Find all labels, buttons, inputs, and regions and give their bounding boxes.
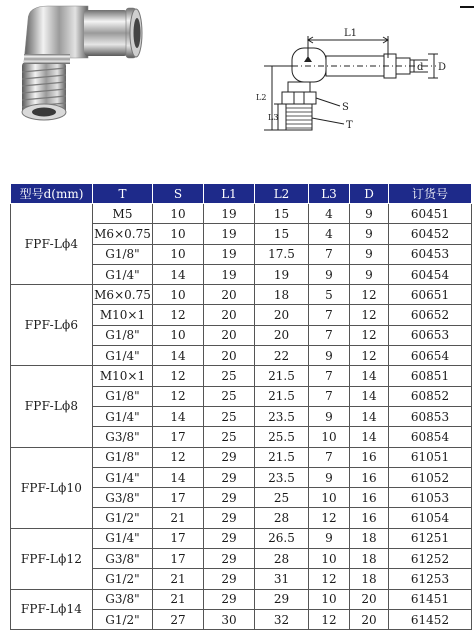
table-cell: G3/8" <box>93 549 153 569</box>
table-cell: 60652 <box>389 305 472 325</box>
table-cell: 19 <box>204 224 255 244</box>
table-cell: 27 <box>153 609 204 629</box>
table-cell: 60854 <box>389 427 472 447</box>
table-row <box>11 528 472 548</box>
table-cell: 16 <box>350 467 389 487</box>
table-cell: 12 <box>350 305 389 325</box>
table-cell: 7 <box>309 447 350 467</box>
corner-mark <box>460 0 474 8</box>
table-row <box>11 285 472 305</box>
table-cell: 21.5 <box>255 447 309 467</box>
table-cell: 10 <box>153 204 204 224</box>
table-cell: G1/8" <box>93 386 153 406</box>
table-cell: 7 <box>309 325 350 345</box>
table-cell: G1/8" <box>93 325 153 345</box>
elbow-body <box>24 6 88 64</box>
table-cell: 12 <box>309 508 350 528</box>
table-cell: 9 <box>309 264 350 284</box>
table-cell: 29 <box>204 528 255 548</box>
table-cell: G1/8" <box>93 447 153 467</box>
spec-table-body <box>11 204 472 630</box>
table-cell: 18 <box>350 569 389 589</box>
table-cell: 29 <box>204 467 255 487</box>
table-cell: 60654 <box>389 346 472 366</box>
table-cell: 12 <box>153 386 204 406</box>
table-cell: 5 <box>309 285 350 305</box>
table-cell: 14 <box>153 467 204 487</box>
table-cell: 7 <box>309 305 350 325</box>
table-cell: 16 <box>350 488 389 508</box>
table-cell: 12 <box>350 346 389 366</box>
column-header: 型号d(mm) <box>11 184 93 204</box>
product-photo <box>8 0 148 128</box>
table-cell: 9 <box>309 467 350 487</box>
table-cell: 10 <box>153 325 204 345</box>
table-cell: 29 <box>204 508 255 528</box>
table-cell: G1/4" <box>93 467 153 487</box>
table-cell: 16 <box>350 508 389 528</box>
table-cell: 29 <box>255 589 309 609</box>
table-cell: 60853 <box>389 406 472 426</box>
table-cell: G3/8" <box>93 589 153 609</box>
table-cell: G1/4" <box>93 528 153 548</box>
table-cell: 10 <box>153 224 204 244</box>
table-cell: 25 <box>204 427 255 447</box>
dimension-drawing <box>238 18 458 146</box>
table-cell: 29 <box>204 569 255 589</box>
table-cell: 9 <box>309 528 350 548</box>
table-cell: 61051 <box>389 447 472 467</box>
table-cell: 10 <box>153 285 204 305</box>
model-cell: FPF-Lϕ12 <box>11 528 93 589</box>
table-cell: 29 <box>204 549 255 569</box>
table-cell: 25 <box>204 366 255 386</box>
table-cell: 10 <box>309 549 350 569</box>
table-cell: 10 <box>309 427 350 447</box>
table-cell: 9 <box>309 406 350 426</box>
table-cell: 9 <box>350 224 389 244</box>
table-cell: 60451 <box>389 204 472 224</box>
spec-table-header <box>11 184 472 204</box>
table-cell: 60453 <box>389 244 472 264</box>
table-cell: 32 <box>255 609 309 629</box>
table-cell: 20 <box>204 325 255 345</box>
table-cell: 16 <box>350 447 389 467</box>
table-cell: 61253 <box>389 569 472 589</box>
table-cell: 19 <box>255 264 309 284</box>
table-cell: 61053 <box>389 488 472 508</box>
column-header: L1 <box>204 184 255 204</box>
table-cell: 61052 <box>389 467 472 487</box>
table-cell: 18 <box>350 528 389 548</box>
table-cell: 14 <box>153 406 204 426</box>
table-cell: G3/8" <box>93 427 153 447</box>
label-D: D <box>438 62 447 73</box>
table-row <box>11 447 472 467</box>
table-cell: G1/8" <box>93 244 153 264</box>
column-header: 订货号 <box>389 184 472 204</box>
label-L1: L1 <box>344 28 358 39</box>
table-cell: 7 <box>309 386 350 406</box>
table-cell: 29 <box>204 488 255 508</box>
column-header: S <box>153 184 204 204</box>
label-L2: L2 <box>256 93 267 102</box>
column-header: T <box>93 184 153 204</box>
table-cell: G1/2" <box>93 609 153 629</box>
model-cell: FPF-Lϕ4 <box>11 204 93 285</box>
table-cell: M5 <box>93 204 153 224</box>
label-T: T <box>346 120 353 131</box>
table-cell: 31 <box>255 569 309 589</box>
table-cell: 17 <box>153 427 204 447</box>
table-row <box>11 204 472 224</box>
table-cell: 21 <box>153 569 204 589</box>
table-cell: 61054 <box>389 508 472 528</box>
table-cell: 9 <box>350 264 389 284</box>
table-cell: 12 <box>309 569 350 589</box>
table-cell: 25.5 <box>255 427 309 447</box>
table-cell: 14 <box>350 427 389 447</box>
model-cell: FPF-Lϕ8 <box>11 366 93 447</box>
table-cell: 19 <box>204 244 255 264</box>
table-cell: 21.5 <box>255 386 309 406</box>
table-cell: 4 <box>309 224 350 244</box>
table-cell: 9 <box>350 204 389 224</box>
model-cell: FPF-Lϕ10 <box>11 447 93 528</box>
table-cell: 9 <box>350 244 389 264</box>
spec-table <box>10 183 472 630</box>
table-cell: G1/4" <box>93 264 153 284</box>
table-cell: 29 <box>204 589 255 609</box>
table-cell: 60653 <box>389 325 472 345</box>
column-header: L2 <box>255 184 309 204</box>
table-cell: 12 <box>350 325 389 345</box>
table-cell: 17 <box>153 549 204 569</box>
table-cell: 7 <box>309 244 350 264</box>
push-in-body <box>84 8 142 58</box>
table-cell: 14 <box>350 366 389 386</box>
table-cell: 25 <box>255 488 309 508</box>
table-cell: 60851 <box>389 366 472 386</box>
table-cell: 20 <box>204 346 255 366</box>
table-cell: 10 <box>153 244 204 264</box>
table-cell: 26.5 <box>255 528 309 548</box>
table-cell: 61451 <box>389 589 472 609</box>
table-cell: 19 <box>204 204 255 224</box>
label-L3: L3 <box>268 113 279 122</box>
table-cell: 7 <box>309 366 350 386</box>
column-header: L3 <box>309 184 350 204</box>
table-row <box>11 366 472 386</box>
table-cell: 12 <box>153 305 204 325</box>
table-cell: 28 <box>255 508 309 528</box>
table-cell: M10×1 <box>93 305 153 325</box>
table-cell: 19 <box>204 264 255 284</box>
table-cell: 20 <box>255 305 309 325</box>
label-d: d <box>417 62 424 73</box>
table-cell: G1/2" <box>93 569 153 589</box>
table-cell: 20 <box>350 589 389 609</box>
table-cell: 28 <box>255 549 309 569</box>
table-cell: 15 <box>255 224 309 244</box>
table-cell: 12 <box>309 609 350 629</box>
table-cell: 17 <box>153 528 204 548</box>
table-cell: 9 <box>309 346 350 366</box>
table-cell: 10 <box>309 589 350 609</box>
table-cell: 14 <box>153 346 204 366</box>
table-cell: 61251 <box>389 528 472 548</box>
table-cell: 18 <box>255 285 309 305</box>
table-cell: 30 <box>204 609 255 629</box>
table-cell: 60651 <box>389 285 472 305</box>
table-cell: 61452 <box>389 609 472 629</box>
table-cell: 20 <box>255 325 309 345</box>
table-cell: M10×1 <box>93 366 153 386</box>
table-cell: 14 <box>350 406 389 426</box>
table-cell: 12 <box>153 366 204 386</box>
table-cell: 18 <box>350 549 389 569</box>
table-cell: 60454 <box>389 264 472 284</box>
table-cell: 14 <box>153 264 204 284</box>
model-cell: FPF-Lϕ6 <box>11 285 93 366</box>
table-cell: 4 <box>309 204 350 224</box>
table-cell: 20 <box>204 285 255 305</box>
table-cell: M6×0.75 <box>93 224 153 244</box>
table-cell: 29 <box>204 447 255 467</box>
table-cell: M6×0.75 <box>93 285 153 305</box>
table-cell: 10 <box>309 488 350 508</box>
table-cell: 23.5 <box>255 467 309 487</box>
model-cell: FPF-Lϕ14 <box>11 589 93 630</box>
table-cell: 15 <box>255 204 309 224</box>
table-row <box>11 589 472 609</box>
table-cell: G1/4" <box>93 346 153 366</box>
table-cell: 21 <box>153 508 204 528</box>
table-cell: 60852 <box>389 386 472 406</box>
column-header: D <box>350 184 389 204</box>
table-cell: 22 <box>255 346 309 366</box>
table-cell: 25 <box>204 386 255 406</box>
table-cell: 14 <box>350 386 389 406</box>
table-cell: 23.5 <box>255 406 309 426</box>
table-cell: G1/4" <box>93 406 153 426</box>
table-cell: 20 <box>350 609 389 629</box>
table-cell: 17.5 <box>255 244 309 264</box>
table-cell: G3/8" <box>93 488 153 508</box>
table-cell: 12 <box>350 285 389 305</box>
table-cell: 20 <box>204 305 255 325</box>
label-S: S <box>342 102 349 113</box>
table-cell: 60452 <box>389 224 472 244</box>
thread-body <box>22 62 66 120</box>
table-cell: 21 <box>153 589 204 609</box>
table-cell: 12 <box>153 447 204 467</box>
table-cell: G1/2" <box>93 508 153 528</box>
table-cell: 61252 <box>389 549 472 569</box>
table-cell: 21.5 <box>255 366 309 386</box>
table-cell: 25 <box>204 406 255 426</box>
table-cell: 17 <box>153 488 204 508</box>
